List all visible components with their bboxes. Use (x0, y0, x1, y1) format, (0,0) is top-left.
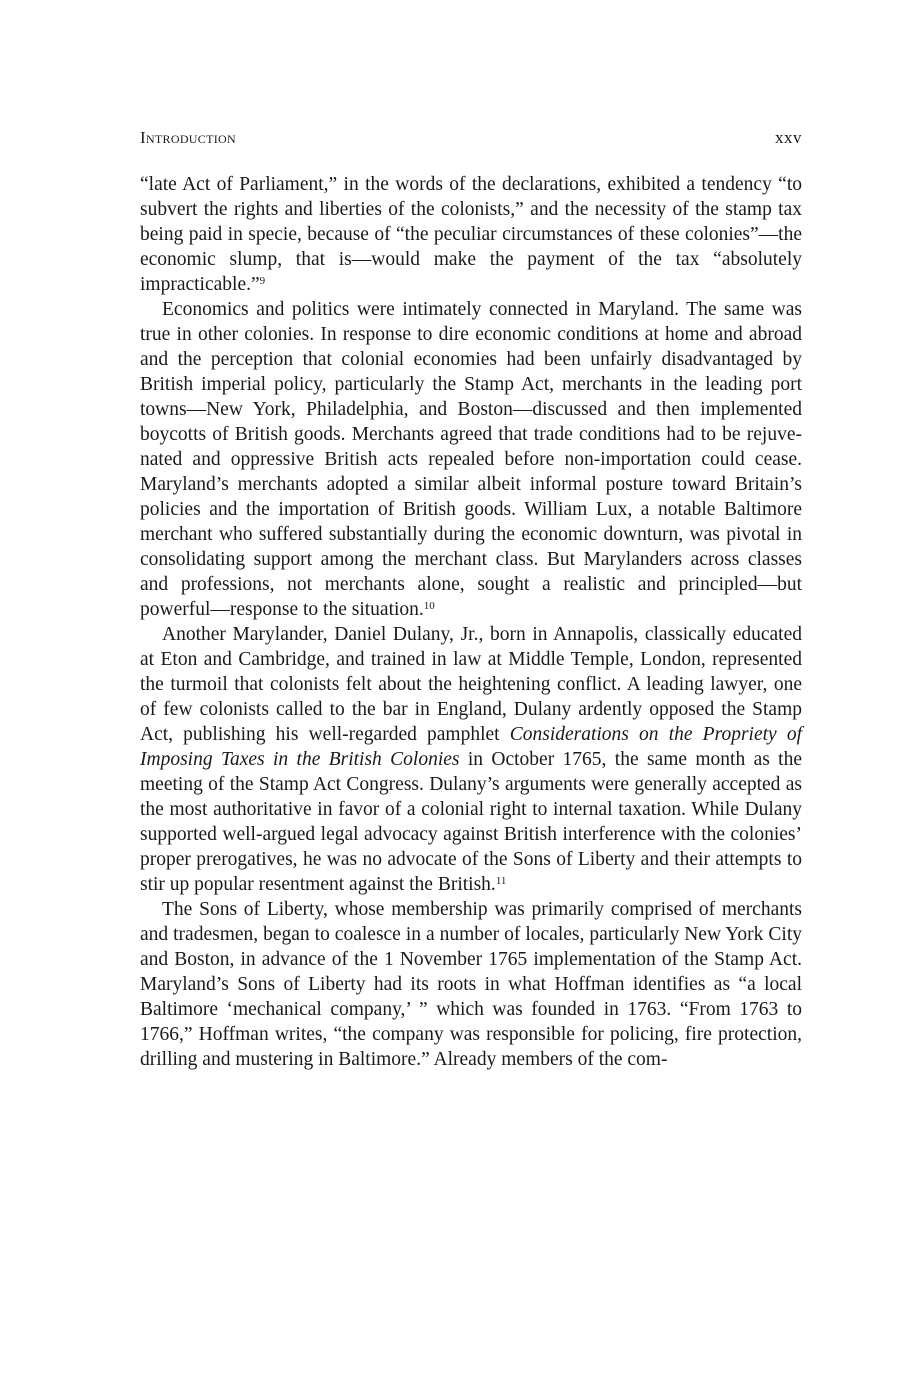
paragraph-text: in October 1765, the same month as the meeting of the Stamp Act Congress. Dulany’s arguments were generally accepted as the most authoritative in favor of a colonial right to internal taxation. While Dulany supported well-argued legal advocacy against British interference with the colonies’ proper prerogatives, he was no advocate of the Sons of Liberty and their attempts to stir up popular resentment against the British. (140, 749, 802, 895)
paragraph-text: “late Act of Parliament,” in the words of the declarations, exhibited a tendency “to subvert the rights and liberties of the colonists,” and the necessity of the stamp tax being paid in specie, because of “the peculiar circumstances of these colonies”—the economic slump, that is—would make the payment of the tax “absolutely impracticable.” (140, 174, 802, 295)
paragraph (140, 297, 802, 622)
book-title: Considerations on the Propriety of Imposing Taxes in the British Colonies (140, 724, 802, 770)
running-head (140, 128, 802, 158)
footnote-marker: 10 (423, 599, 435, 612)
paragraph-text: The Sons of Liberty, whose membership was primarily comprised of merchants and tradesmen, began to coalesce in a number of locales, particularly New York City and Boston, in advance of the 1 November 1765 implementation of the Stamp Act. Maryland’s Sons of Liberty had its roots in what Hoffman identifies as “a local Baltimore ‘mechanical company,’ ” which was founded in 1763. “From 1763 to 1766,” Hoffman writes, “the company was responsible for policing, fire protection, drilling and mustering in Baltimore.” Already members of the com- (140, 899, 802, 1070)
paragraph-text: Another Marylander, Daniel Dulany, Jr., born in Annapolis, classically educated at Eton and Cambridge, and trained in law at Middle Temple, London, represented the turmoil that colonists felt about the heightening conflict. A leading lawyer, one of few colonists called to the bar in England, Dulany ardently opposed the Stamp Act, publishing his well-regarded pamphlet (140, 624, 802, 745)
paragraph (140, 622, 802, 897)
book-page (140, 128, 802, 1072)
footnote-marker: 11 (495, 874, 507, 887)
paragraph (140, 897, 802, 1072)
page-number: xxv (775, 128, 802, 147)
paragraph-text: Economics and politics were intimately connected in Maryland. The same was true in other colonies. In response to dire economic conditions at home and abroad and the perception that colonial economies had been unfairly disadvantaged by British imperial policy, particularly the Stamp Act, merchants in the leading port towns—New York, Philadelphia, and Boston—discussed and then implemented boycotts of British goods. Merchants agreed that trade conditions had to be rejuvenated and oppressive British acts repealed before non-importation could cease. Maryland’s merchants adopted a similar albeit informal posture toward Britain’s policies and the importation of British goods. William Lux, a notable Baltimore merchant who suffered substantially during the economic downturn, was pivotal in consolidating support among the merchant class. But Marylanders across classes and professions, not merchants alone, sought a realistic and principled—but powerful—response to the situation. (140, 299, 802, 620)
body-text (140, 172, 802, 1072)
running-head-title: Introduction (140, 128, 236, 147)
paragraph (140, 172, 802, 297)
footnote-marker: 9 (259, 274, 266, 287)
